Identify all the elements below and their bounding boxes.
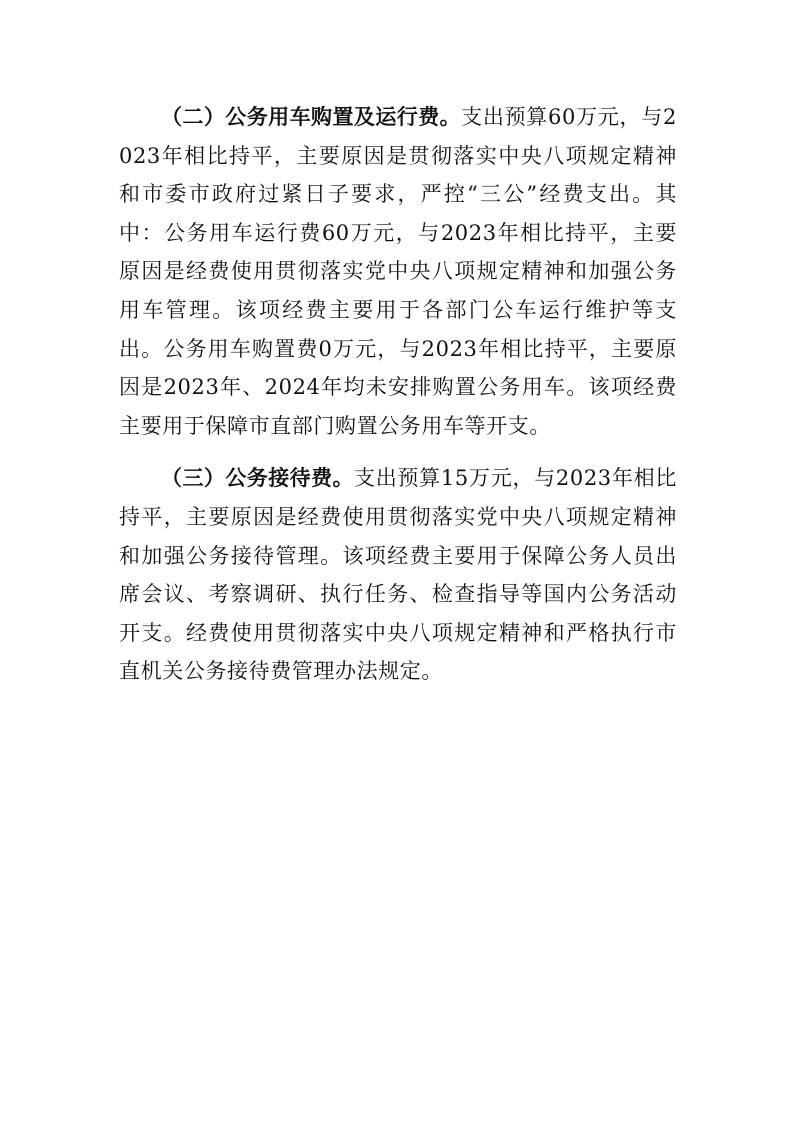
document-body xyxy=(119,98,677,705)
section-heading-vehicle: （二）公务用车购置及运行费。 xyxy=(161,105,462,129)
paragraph-vehicle-expenses xyxy=(119,98,677,445)
paragraph-text-vehicle: 支出预算60万元，与2023年相比持平，主要原因是贯彻落实中央八项规定精神和市委市政府过紧日子要求，严控“三公”经费支出。其中：公务用车运行费60万元，与2023年相比持平，主要原因是经费使用贯彻落实党中央八项规定精神和加强公务用车管理。该项经费主要用于各部门公车运行维护等支出。公务用车购置费0万元，与2023年相比持平，主要原因是2023年、2024年均未安排购置公务用车。该项经费主要用于保障市直部门购置公务用车等开支。 xyxy=(119,105,677,438)
paragraph-text-reception: 支出预算15万元，与2023年相比持平，主要原因是经费使用贯彻落实党中央八项规定精神和加强公务接待管理。该项经费主要用于保障公务人员出席会议、考察调研、执行任务、检查指导等国内公务活动开支。经费使用贯彻落实中央八项规定精神和严格执行市直机关公务接待费管理办法规定。 xyxy=(119,466,677,684)
section-heading-reception: （三）公务接待费。 xyxy=(161,466,354,491)
paragraph-reception-expenses xyxy=(119,459,677,691)
